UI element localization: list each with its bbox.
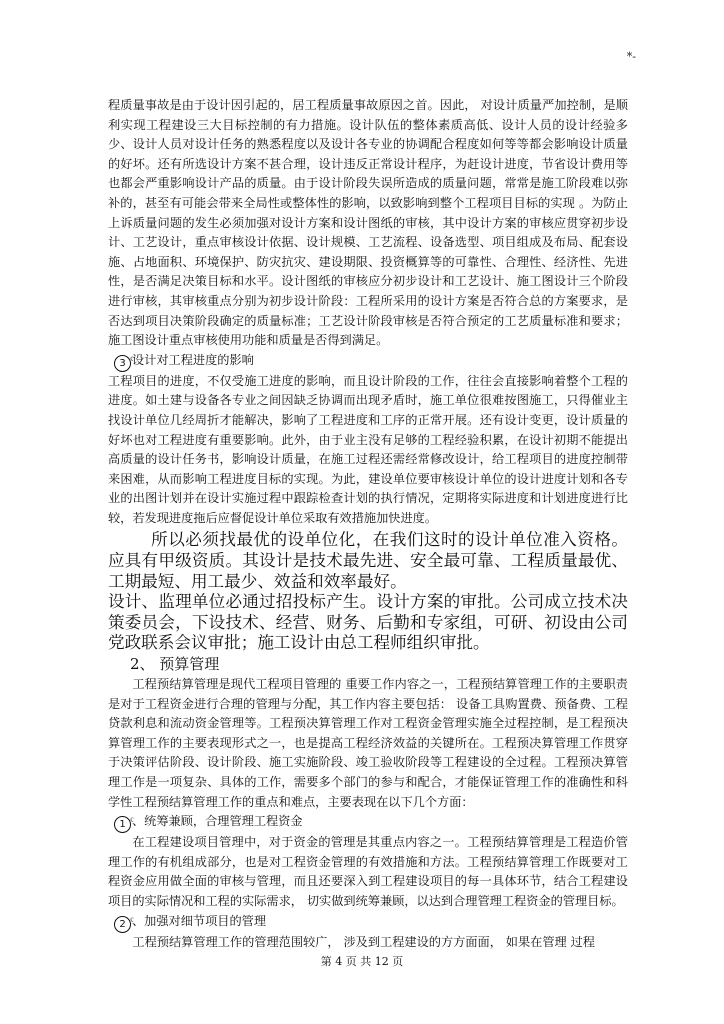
header-mark: *- xyxy=(626,50,636,63)
list-item-design-schedule xyxy=(114,351,628,372)
page-content xyxy=(108,96,628,952)
paragraph-budget-management: 工程预结算管理是现代工程项目管理的 重要工作内容之一，工程预结算管理工作的主要职责是对于工程资金进行合理的管理与分配，其工作内容主要包括： 设备工具购置费、预备费、工程贷款利息和流动资金管理等。工程预决算管理工作对工程资金管理实施全过程控制，是工程预决算管理工作的主要表现形式之一，也是提高工程经济效益的关键所在。工程预决算管理工作贯穿于决策评估阶段、设计阶段、施工实施阶段、竣工验收阶段等工程建设的全过程。工程预决算管理工作是一项复杂、具体的工作，需要多个部门的参与和配合，才能保证管理工作的准确性和科学性工程预结算管理工作的重点和难点，主要表现在以下几个方面： xyxy=(108,677,628,809)
list-item-funds xyxy=(114,812,628,833)
paragraph-detail-management: 工程预结算管理工作的管理范围较广， 涉及到工程建设的方方面面， 如果在管理 过程 xyxy=(132,934,595,949)
list-item-details xyxy=(114,912,628,933)
circled-number: 3 xyxy=(114,355,131,372)
paragraph-bidding-approval: 设计、监理单位必通过招投标产生。设计方案的审批。公司成立技术决策委员会，下设技术、经营、财务、后勤和专家组，可研、初设由公司党政联系会议审批；施工设计由总工程师组织审批。 xyxy=(108,592,628,653)
section-heading-budget: 2、 预算管理 xyxy=(130,655,220,674)
list-item-label: ͨ、加强对细节项目的管理 xyxy=(132,913,267,928)
paragraph-design-unit-selection: 所以必须找最优的设单位化，在我们这时的设计单位准入资格。应具有甲级资质。其设计是技术最先进、安全最可靠、工程质量最优、工期最短、用工最少、效益和效率最好。 xyxy=(108,530,628,591)
circled-number: 1 xyxy=(114,816,131,833)
page-footer: 第 4 页 共 12 页 xyxy=(320,955,404,968)
list-item-label: ͨ、统筹兼顾，合理管理工程资金 xyxy=(132,814,303,829)
list-item-label: ͨ设计对工程进度的影响 xyxy=(132,352,254,367)
paragraph-schedule-impact: 工程项目的进度，不仅受施工进度的影响，而且设计阶段的工作，往往会直接影响着整个工程的进度。如土建与设备各专业之间因缺乏协调而出现矛盾时，施工单位很难按图施工，只得催业主找设计单位几经周折才能解决，影响了工程进度和工序的正常开展。还有设计变更，设计质量的好坏也对工程进度有重要影响。此外，由于业主没有足够的工程经验积累，在设计初期不能提出高质量的设计任务书，影响设计质量，在施工过程还需经常修改设计，给工程项目的进度控制带来困难，从而影响工程进度目标的实现。为此，建设单位要审核设计单位的设计进度计划和各专业的出图计划并在设计实施过程中跟踪检查计划的执行情况，定期将实际进度和计划进度进行比较，若发现进度拖后应督促设计单位采取有效措施加快进度。 xyxy=(108,373,628,525)
paragraph-design-quality: 程质量事故是由于设计因引起的，居工程质量事故原因之首。因此， 对设计质量严加控制，是顺利实现工程建设三大目标控制的有力措施。设计队伍的整体素质高低、设计人员的设计经验多少、设计人员对设计任务的熟悉程度以及设计各专业的协调配合程度如何等等都会影响设计质量的好坏。还有所选设计方案不甚合理，设计违反正常设计程序，为赶设计进度，节省设计费用等也都会严重影响设计产品的质量。由于设计阶段失误所造成的质量问题，常常是施工阶段难以弥补的，甚至有可能会带来全局性或整体性的影响，以致影响到整个工程项目目标的实现 。为防止上诉质量问题的发生必须加强对设计方案和设计图纸的审核，其中设计方案的审核应贯穿初步设计、工艺设计，重点审核设计依据、设计规模、工艺流程、设备选型、项目组成及布局、配套设施、占地面积、环境保护、防灾抗灾、建设期限、投资概算等的可靠性、合理性、经济性、先进性，是否满足决策目标和水平。设计图纸的审核应分初步设计和工艺设计、施工图设计三个阶段进行审核，其审核重点分别为初步设计阶段：工程所采用的设计方案是否符合总的方案要求，是否达到项目决策阶段确定的质量标准；工艺设计阶段审核是否符合预定的工艺质量标准和要求；施工图设计重点审核使用功能和质量是否得到满足。 xyxy=(108,98,628,348)
paragraph-funds-management: 在工程建设项目管理中，对于资金的管理是其重点内容之一。工程预结算管理是工程造价管理工作的有机组成部分，也是对工程资金管理的有效措施和方法。工程预结算管理工作既要对工程资金应用做全面的审核与管理，而且还要深入到工程建设项目的每一具体环节，结合工程建设项目的实际情况和工程的实际需求， 切实做到统筹兼顾，以达到合理管理工程资金的管理目标。 xyxy=(108,835,628,908)
circled-number: 2 xyxy=(114,916,131,933)
